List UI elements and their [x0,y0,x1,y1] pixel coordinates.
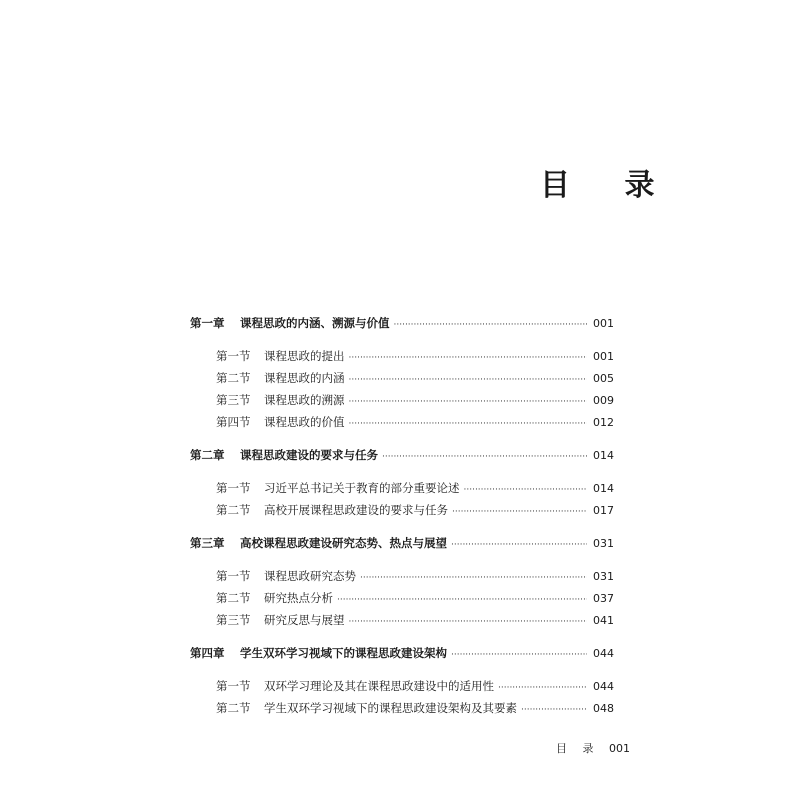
table-of-contents [190,312,614,719]
toc-chapter-1[interactable] [190,312,614,334]
section-page: 037 [593,592,614,605]
dot-leader [349,369,588,391]
section-title: 习近平总书记关于教育的部分重要论述 [264,481,460,495]
toc-chapter-4[interactable] [190,642,614,664]
dot-leader [349,413,588,435]
footer-label: 目 录 [556,742,600,755]
page-title: 目 录 [540,168,677,203]
section-page: 009 [593,394,614,407]
section-number: 第一节 [216,349,251,363]
toc-section-1-4[interactable] [190,411,614,433]
toc-section-2-1[interactable] [190,477,614,499]
section-number: 第四节 [216,415,251,429]
section-title: 学生双环学习视域下的课程思政建设架构及其要素 [264,701,517,715]
toc-section-3-1[interactable] [190,565,614,587]
toc-chapter-2[interactable] [190,444,614,466]
section-page: 044 [593,680,614,693]
dot-leader [349,391,588,413]
section-page: 017 [593,504,614,517]
footer-page-number: 001 [609,742,630,755]
section-page: 014 [593,482,614,495]
dot-leader [451,534,587,556]
toc-section-2-2[interactable] [190,499,614,521]
section-title: 双环学习理论及其在课程思政建设中的适用性 [264,679,494,693]
chapter-page: 001 [593,317,614,330]
toc-section-3-2[interactable] [190,587,614,609]
dot-leader [337,589,587,611]
section-number: 第二节 [216,591,251,605]
section-number: 第三节 [216,613,251,627]
chapter-title: 课程思政的内涵、溯源与价值 [240,316,390,330]
toc-section-1-3[interactable] [190,389,614,411]
section-title: 高校开展课程思政建设的要求与任务 [264,503,448,517]
dot-leader [498,677,587,699]
chapter-title: 高校课程思政建设研究态势、热点与展望 [240,536,447,550]
page-footer [556,740,630,756]
chapter-page: 031 [593,537,614,550]
section-page: 031 [593,570,614,583]
toc-section-3-3[interactable] [190,609,614,631]
toc-chapter-3[interactable] [190,532,614,554]
dot-leader [349,347,588,369]
dot-leader [451,644,587,666]
chapter-number: 第四章 [190,646,225,660]
section-page: 001 [593,350,614,363]
section-title: 课程思政的价值 [264,415,345,429]
section-number: 第一节 [216,569,251,583]
dot-leader [464,479,588,501]
chapter-number: 第三章 [190,536,225,550]
section-title: 课程思政的溯源 [264,393,345,407]
dot-leader [382,446,587,468]
section-title: 课程思政的提出 [264,349,345,363]
chapter-title: 课程思政建设的要求与任务 [240,448,378,462]
chapter-number: 第一章 [190,316,225,330]
chapter-page: 044 [593,647,614,660]
chapter-page: 014 [593,449,614,462]
section-page: 012 [593,416,614,429]
dot-leader [360,567,587,589]
toc-section-1-1[interactable] [190,345,614,367]
dot-leader [452,501,587,523]
section-title: 研究热点分析 [264,591,333,605]
section-page: 005 [593,372,614,385]
section-title: 课程思政研究态势 [264,569,356,583]
section-number: 第二节 [216,701,251,715]
section-title: 课程思政的内涵 [264,371,345,385]
section-title: 研究反思与展望 [264,613,345,627]
section-number: 第二节 [216,371,251,385]
chapter-number: 第二章 [190,448,225,462]
chapter-title: 学生双环学习视域下的课程思政建设架构 [240,646,447,660]
section-page: 048 [593,702,614,715]
section-number: 第一节 [216,679,251,693]
dot-leader [394,314,588,336]
section-number: 第三节 [216,393,251,407]
toc-section-4-2[interactable] [190,697,614,719]
section-page: 041 [593,614,614,627]
section-number: 第一节 [216,481,251,495]
toc-section-1-2[interactable] [190,367,614,389]
toc-section-4-1[interactable] [190,675,614,697]
section-number: 第二节 [216,503,251,517]
dot-leader [349,611,588,633]
dot-leader [521,699,587,721]
